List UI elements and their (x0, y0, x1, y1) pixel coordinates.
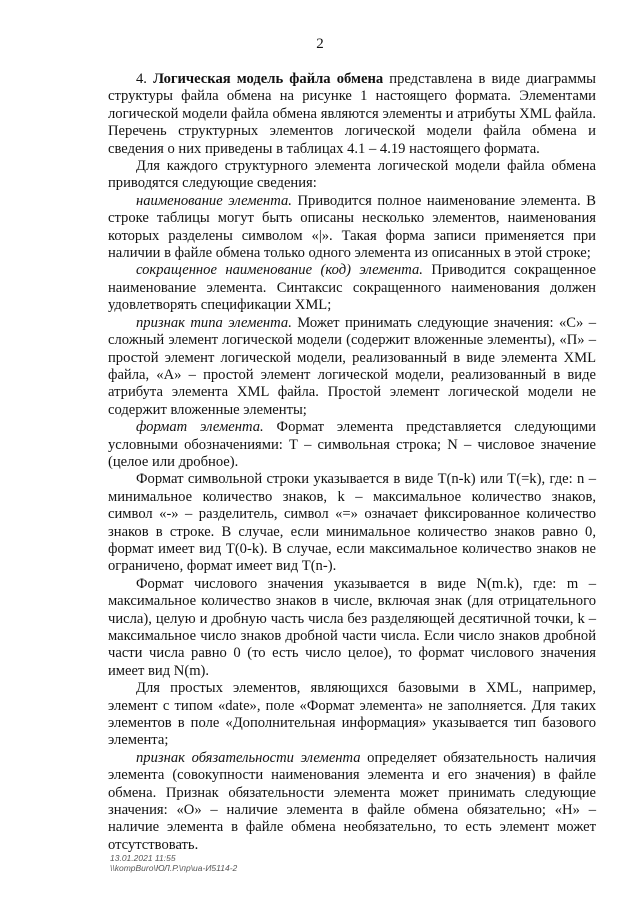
paragraph-text: Для простых элементов, являющихся базовыми в XML, например, элемент с типом «date», поле «Формат элемента» не заполняется. Для таких элементов в поле «Дополнительная информация» указывается тип базового элемента; (108, 680, 596, 749)
paragraph-text: Может принимать следующие значения: «С» – сложный элемент логической модели (содержит вложенные элементы), «П» – простой элемент логической модели, реализованный в виде элемента XML файла, «А» – простой элемент логической модели, реализованный в виде атрибута элемента XML файла. Простой элемент логической модели не содержит вложенные элементы; (108, 314, 596, 418)
italic-term: наименование элемента. (136, 192, 292, 209)
footer-stamp (110, 853, 237, 873)
paragraph (108, 262, 596, 314)
paragraph (108, 158, 596, 193)
paragraph-text: Приводится полное наименование элемента. В строке таблицы могут быть описаны несколько элементов, наименования которых разделены символом «|». Такая форма записи применяется при наличии в файле обмена только одного элемента из описанных в этой строке; (108, 192, 596, 262)
italic-term: признак типа элемента. (136, 314, 292, 331)
italic-term: сокращенное наименование (код) элемента. (136, 262, 423, 279)
italic-term: формат элемента. (136, 419, 264, 436)
paragraph (108, 419, 596, 471)
page-number: 2 (316, 36, 324, 52)
paragraph-text: Формат символьной строки указывается в виде Т(n-k) или Т(=k), где: n – минимальное количество знаков, k – максимальное количество знаков, символ «-» – разделитель, символ «=» означает фиксированное количество знаков в строке. В случае, если минимальное количество знаков равно 0, формат имеет вид Т(0-k). В случае, если максимальное количество знаков не ограничено, формат имеет вид Т(n-). (108, 471, 596, 575)
paragraph-text: Формат числового значения указывается в виде N(m.k), где: m – максимальное количество знаков в числе, включая знак (для отрицательного числа), целую и дробную часть числа без разделяющей десятичной точки, k – максимальное число знаков дробной части числа. Если число знаков дробной части числа равно 0 (то есть число целое), то формат числового значения имеет вид N(m). (108, 575, 596, 679)
footer-timestamp: 13.01.2021 11:55 (110, 853, 176, 863)
paragraph (108, 576, 596, 680)
paragraph-lead: 4. (136, 71, 154, 87)
italic-term: признак обязательности элемента (136, 749, 361, 766)
paragraph (108, 315, 596, 419)
paragraph-text: определяет обязательность наличия элемента (совокупности наименования элемента и его значения) в файле обмена. Признак обязательности элемента может принимать следующие значения: «О» – наличие элемента в файле обмена обязательно; «Н» – наличие элемента в файле обмена необязательно, то есть элемент может отсутствовать. (108, 749, 596, 853)
paragraph-text: Формат элемента представляется следующими условными обозначениями: Т – символьная строка; N – числовое значение (целое или дробное). (108, 419, 596, 470)
paragraph-text: представлена в виде диаграммы структуры файла обмена на рисунке 1 настоящего формата. Элементами логической модели файла обмена являются элементы и атрибуты XML файла. Перечень структурных элементов логической модели файла обмена и сведения о них приведены в таблицах 4.1 – 4.19 настоящего формата. (108, 71, 596, 157)
paragraph (108, 71, 596, 158)
paragraph (108, 193, 596, 263)
paragraph-text: Для каждого структурного элемента логической модели файла обмена приводятся следующие сведения: (108, 158, 596, 192)
paragraph (108, 680, 596, 750)
body-text (108, 71, 596, 854)
paragraph (108, 471, 596, 575)
paragraph (108, 750, 596, 854)
footer-file-path: \\kompBuro\ЮЛ.Р.\пр\иа-И5114-2 (110, 863, 238, 873)
paragraph-text: Приводится сокращенное наименование элемента. Синтаксис сокращенного наименования должен удовлетворять спецификации XML; (108, 262, 596, 314)
bold-term: Логическая модель файла обмена (153, 71, 384, 87)
